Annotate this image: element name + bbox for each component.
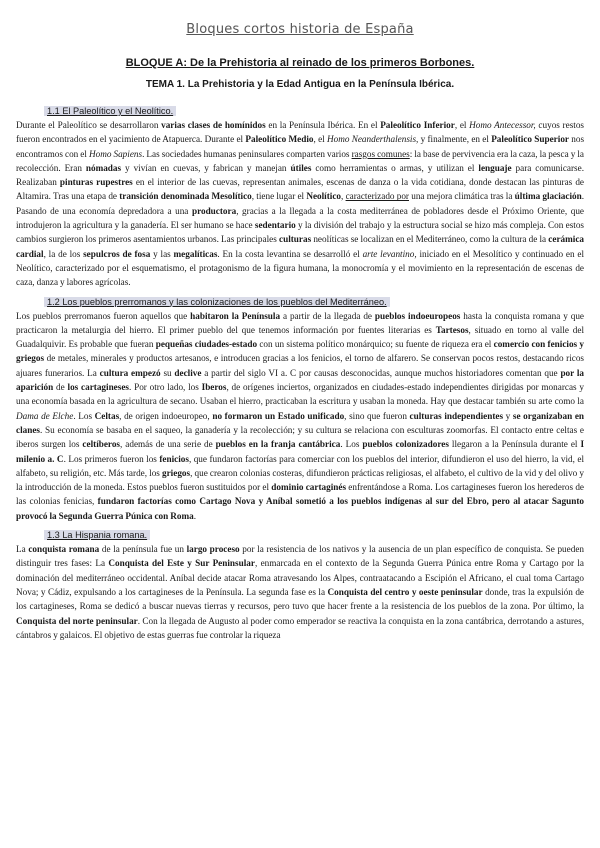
text-run: no formaron un Estado unificado — [212, 410, 345, 421]
paragraph-hispania-romana — [16, 542, 584, 642]
text-run: , tiene lugar el — [251, 191, 307, 202]
text-run: culturas — [279, 234, 312, 245]
text-run: y vivían en cuevas, y fabrican y manejan — [121, 162, 291, 173]
text-run: varias clases de homínidos — [161, 120, 266, 130]
text-run: nos encontramos con el — [16, 134, 585, 159]
text-run: Homo Antecessor, — [469, 120, 536, 130]
text-run: cuyos restos fueron encontrados en el yacimiento de Atapuerca. Durante el — [16, 120, 584, 145]
text-run: arte levantino, — [362, 248, 417, 259]
text-run: pueblos indoeuropeos — [374, 310, 461, 321]
text-run: iniciado en el Mesolítico y continuado en el Neolítico, caracterizado por el esquematismo, el protagonismo de la figura humana, la monocromía y el movimiento en la representación de escenas de caza, danza y labores agrícolas. — [16, 248, 584, 288]
text-run: Conquista del norte peninsular — [16, 615, 138, 626]
text-run: . Los primeros fueron los — [63, 453, 160, 464]
text-run: y la división del trabajo y la estructura social se hizo más compleja. Con estos cambios surgieron los primeros asentamientos urbanos. Las principales — [16, 220, 584, 245]
text-run: Paleolítico Medio — [245, 134, 314, 145]
text-run: cultura empezó — [99, 367, 161, 378]
text-run: Paleolítico Inferior — [380, 120, 455, 130]
text-run: . Por otro lado, los — [129, 382, 202, 393]
text-run: largo proceso — [186, 544, 240, 555]
text-run: Conquista del centro y oeste peninsular — [327, 586, 483, 597]
text-run: , el — [454, 120, 470, 130]
text-run: y — [503, 410, 513, 421]
text-run: por la aparición — [16, 367, 584, 393]
text-run: sepulcros de fosa — [83, 248, 151, 259]
section-heading-paleolitico: 1.1 El Paleolítico y el Neolítico. — [16, 105, 584, 118]
text-run: neolíticas se localizan en el Mediterráneo, como la cultura de la — [311, 234, 549, 245]
text-run: cerámica cardial — [16, 234, 585, 259]
text-run: Celtas — [94, 410, 120, 421]
document-header-title: Bloques cortos historia de España — [186, 22, 414, 37]
text-run: con un sistema político monárquico; su fuente de riqueza era el — [257, 339, 494, 350]
paragraph-pueblos-prerromanos — [16, 309, 584, 523]
text-run: lenguaje — [478, 162, 512, 173]
text-run: Tartesos — [435, 324, 469, 335]
text-run: , — [341, 191, 346, 202]
text-run: pueblos colonizadores — [362, 439, 449, 450]
text-run: pequeñas ciudades-estado — [155, 339, 258, 350]
text-run: enfrentándose a Roma. Los cartagineses fueron los herederos de las colonias fenicias, — [16, 482, 585, 507]
text-run: , enmarcada en el contexto de la Segunda Guerra Púnica entre Roma y Cartago por la dominación del mediterráneo occidental. Aníbal decide atacar Roma atravesando los Alpes, contraatacando a Escipión el Africano, el cual toma Cartago Nova; y Cádiz, expulsando a los cartagineses de la Península. La segunda fase es la — [16, 558, 584, 597]
text-run: Los pueblos prerromanos fueron aquellos que — [16, 310, 191, 321]
text-run: y finalmente, en el — [418, 134, 492, 145]
text-run: , gracias a la llegada a la costa mediterránea de pobladores desde el Próximo Oriente, que introdujeron la agricultura y la ganadería. El ser humano se hace — [16, 205, 584, 231]
text-run: megalíticas — [173, 248, 218, 259]
text-run: nómadas — [85, 162, 122, 173]
text-run: como herramientas o armas, y utilizan el — [311, 162, 479, 173]
block-title: BLOQUE A: De la Prehistoria al reinado de los primeros Borbones. — [125, 57, 475, 69]
text-run: I milenio a. C — [16, 439, 585, 464]
text-run: para comunicarse. Realizaban — [16, 162, 584, 188]
text-run: transición denominada Mesolítico — [119, 191, 252, 202]
text-run: Homo Neanderthalensis, — [326, 134, 419, 145]
text-run: Homo Sapiens — [88, 148, 143, 159]
text-run: Conquista del Este y Sur Peninsular — [108, 558, 255, 569]
text-run: pueblos en la franja cantábrica — [215, 439, 341, 450]
text-run: en la Península Ibérica. En el — [265, 120, 381, 130]
text-run: . Las sociedades humanas peninsulares comparten varios — [142, 148, 352, 159]
text-run: griegos — [162, 467, 191, 478]
text-run: Durante el Paleolítico se desarrollaron — [16, 120, 162, 130]
text-run: . Pasando de una economía depredadora a una — [16, 191, 585, 216]
text-run: . Su economía se basaba en el saqueo, la ganadería y la recolección; y su cultura se relaciona con esculturas zoomorfas. El contacto entre celtas e iberos surgen los — [16, 424, 584, 450]
text-run: celtíberos — [82, 439, 121, 450]
text-run: , que crearon colonias costeras, difundieron prácticas religiosas, el alfabeto, el cultivo de la vid y del olivo y la introducción de la moneda. Estos pueblos fueron sustituidos por el — [16, 467, 584, 493]
section-heading-hispania-romana: 1.3 La Hispania romana. — [16, 529, 584, 542]
text-run: , además de una serie de — [120, 439, 216, 450]
text-run: caracterizado por — [345, 191, 409, 202]
text-run: habitaron la Península — [190, 310, 281, 321]
theme-title: TEMA 1. La Prehistoria y la Edad Antigua en la Península Ibérica. — [145, 79, 455, 90]
text-run: Neolítico — [306, 191, 342, 202]
text-run: comercio con fenicios y griegos — [16, 339, 584, 364]
text-run: de metales, minerales y productos artesanos, e introducen gracias a los fenicios, el torno de alfarero. Se conservan pocos restos, destacando ricos ajuares funerarios. La — [16, 353, 584, 378]
text-run: , el — [313, 134, 327, 145]
text-run: su — [160, 367, 175, 378]
text-run: declive — [174, 367, 202, 378]
text-run: pinturas rupestres — [59, 177, 133, 188]
text-run: se organizaban en clanes — [16, 410, 585, 435]
text-run: fenicios — [159, 453, 189, 464]
text-run: , de orígenes inciertos, organizados en ciudades-estado independientes dirigidas por monarcas y una economía basada en la agricultura de secano. Usaban el hierro, practicaban la escritura y usaban la moneda. Hay que destacar también su arte como la — [16, 382, 584, 407]
text-run: La — [16, 544, 29, 555]
text-run: rasgos comunes — [351, 148, 410, 159]
text-run: , situado en torno al valle del Guadalquivir. Es probable que fueran — [16, 324, 585, 350]
text-run: . — [193, 510, 196, 521]
text-run: Dama de Elche — [16, 410, 74, 421]
text-run: en el interior de las cuevas, representan animales, escenas de danza o la vida cotidiana, donde destacan las pinturas de Altamira. Tras una etapa de — [16, 177, 585, 202]
text-run: productora — [191, 205, 237, 216]
text-run: fundaron factorías como Cartago Nova y Aníbal sometió a los pueblos indígenas al sur del Ebro, pero al atacar Sagunto provocó la Segunda Guerra Púnica con Roma — [16, 496, 584, 521]
text-run: a partir del siglo VI a. C por causas desconocidas, aunque muchos historiadores comentan que — [201, 367, 561, 378]
text-run: hasta la conquista romana y que practicaron la metalurgia del hierro. El primer pueblo del que tenemos información por fuentes literarias es — [16, 310, 585, 335]
text-run: , la de los — [43, 248, 84, 259]
text-run: . En la costa levantina se desarrolló el — [217, 248, 363, 259]
text-run: Iberos — [201, 382, 227, 393]
text-run: por la resistencia de los nativos y la ausencia de un plan específico de conquista. Se pueden distinguir tres fases: La — [16, 544, 584, 569]
text-run: . Con la llegada de Augusto al poder como emperador se reactiva la conquista en la zona cantábrica, derrotando a astures, cántabros y galaicos. El objetivo de estas guerras fue controlar la riqueza — [16, 615, 584, 640]
text-run: , de origen indoeuropeo, — [119, 410, 213, 421]
text-run: útiles — [290, 162, 312, 173]
text-run: de — [53, 382, 68, 393]
text-run: . Los — [340, 439, 363, 450]
text-run: de la península fue un — [99, 544, 187, 555]
text-run: culturas independientes — [409, 410, 504, 421]
text-run: una mejora climática tras la — [409, 191, 515, 202]
text-run: última glaciación — [514, 191, 582, 202]
text-run: , sino que fueron — [344, 410, 410, 421]
text-run: : la base de pervivencia era la caza, la pesca y la recolección. Eran — [16, 148, 584, 173]
text-run: , que fundaron factorías para comerciar con los pueblos del interior, difundieron el uso del hierro, la vid, el alfabeto, su religión, etc. Más tarde, los — [16, 453, 585, 478]
text-run: dominio cartaginés — [271, 482, 347, 493]
text-run: y las — [150, 248, 174, 259]
text-run: los cartagineses — [67, 382, 129, 393]
paragraph-paleolitico — [16, 118, 584, 290]
text-run: donde, tras la expulsión de los cartagineses, Roma se dedicó a buscar nuevas tierras y recursos, pero tuvo que hacer frente a la resistencia de los pueblos de la zona. Por último, la — [16, 586, 584, 612]
text-run: sedentario — [254, 220, 296, 231]
text-run: . Los — [73, 410, 95, 421]
text-run: Paleolítico Superior — [491, 134, 569, 145]
text-run: conquista romana — [28, 544, 100, 555]
text-run: a partir de la llegada de — [280, 310, 375, 321]
section-heading-pueblos-prerromanos: 1.2 Los pueblos prerromanos y las colonizaciones de los pueblos del Mediterráneo. — [16, 296, 584, 309]
text-run: llegaron a la Península durante el — [448, 439, 581, 450]
